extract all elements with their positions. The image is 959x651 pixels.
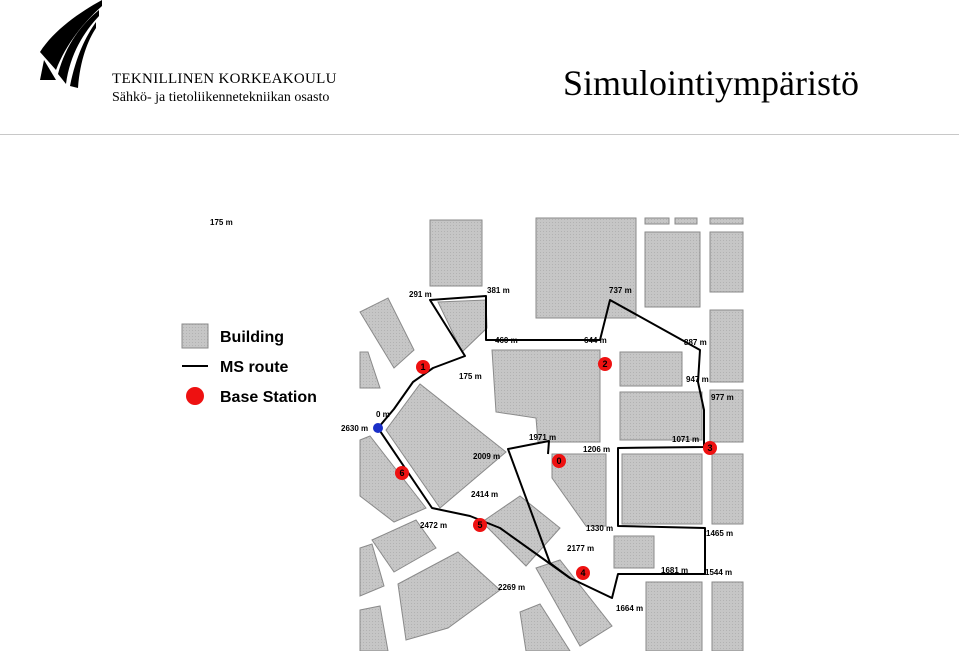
- route-label: 2630 m: [341, 424, 369, 433]
- slide-title: Simulointiympäristö: [562, 63, 859, 103]
- building: [645, 218, 669, 224]
- scale-label: 175 m: [210, 218, 233, 227]
- route-label: 1071 m: [672, 435, 700, 444]
- svg-text:6: 6: [399, 468, 405, 478]
- route-label: 1544 m: [705, 568, 733, 577]
- route-label: 1664 m: [616, 604, 644, 613]
- legend-building-swatch: [182, 324, 208, 348]
- route-label: 1681 m: [661, 566, 689, 575]
- building: [536, 218, 636, 318]
- building: [646, 582, 702, 651]
- legend-route-label: MS route: [220, 359, 289, 376]
- building: [398, 552, 500, 640]
- building: [614, 536, 654, 568]
- org-name: TEKNILLINEN KORKEAKOULU: [112, 71, 337, 87]
- building: [645, 232, 700, 307]
- route-label: 947 m: [686, 375, 709, 384]
- svg-text:2: 2: [602, 359, 608, 369]
- building: [620, 352, 682, 386]
- legend: [182, 324, 317, 406]
- route-label: 737 m: [609, 286, 632, 295]
- route-label: 2414 m: [471, 490, 499, 499]
- building: [712, 582, 743, 651]
- svg-text:4: 4: [580, 568, 586, 578]
- building: [712, 454, 743, 524]
- route-label: 1465 m: [706, 529, 734, 538]
- route-label: 2269 m: [498, 583, 526, 592]
- svg-text:5: 5: [477, 520, 483, 530]
- route-label: 1330 m: [586, 524, 614, 533]
- department-name: Sähkö- ja tietoliikennetekniikan osasto: [112, 90, 330, 105]
- route-label: 1971 m: [529, 433, 557, 442]
- route-label: 887 m: [684, 338, 707, 347]
- legend-base-station-label: Base Station: [220, 389, 317, 406]
- building: [492, 350, 600, 442]
- building: [620, 392, 702, 440]
- route-start-point: [373, 423, 383, 433]
- building: [360, 606, 388, 651]
- legend-base-station-swatch: [186, 387, 204, 405]
- route-label: 2177 m: [567, 544, 595, 553]
- route-label: 381 m: [487, 286, 510, 295]
- route-label: 0 m: [376, 410, 390, 419]
- building: [710, 218, 743, 224]
- base-station-2: [598, 357, 612, 371]
- route-label: 644 m: [584, 336, 607, 345]
- route-label: 291 m: [409, 290, 432, 299]
- building: [710, 310, 743, 382]
- building: [622, 454, 702, 524]
- route-label: 2472 m: [420, 521, 448, 530]
- base-station-0: [552, 454, 566, 468]
- svg-text:0: 0: [556, 456, 562, 466]
- building: [360, 352, 380, 388]
- route-label: 977 m: [711, 393, 734, 402]
- base-station-6: [395, 466, 409, 480]
- legend-building-label: Building: [220, 329, 284, 346]
- base-station-3: [703, 441, 717, 455]
- building: [675, 218, 697, 224]
- svg-text:3: 3: [707, 443, 713, 453]
- base-station-4: [576, 566, 590, 580]
- building: [430, 220, 482, 286]
- route-label: 1206 m: [583, 445, 611, 454]
- building: [710, 232, 743, 292]
- route-label: 460 m: [495, 336, 518, 345]
- route-label: 2009 m: [473, 452, 501, 461]
- svg-text:1: 1: [420, 362, 426, 372]
- base-station-1: [416, 360, 430, 374]
- route-label: 175 m: [459, 372, 482, 381]
- base-station-5: [473, 518, 487, 532]
